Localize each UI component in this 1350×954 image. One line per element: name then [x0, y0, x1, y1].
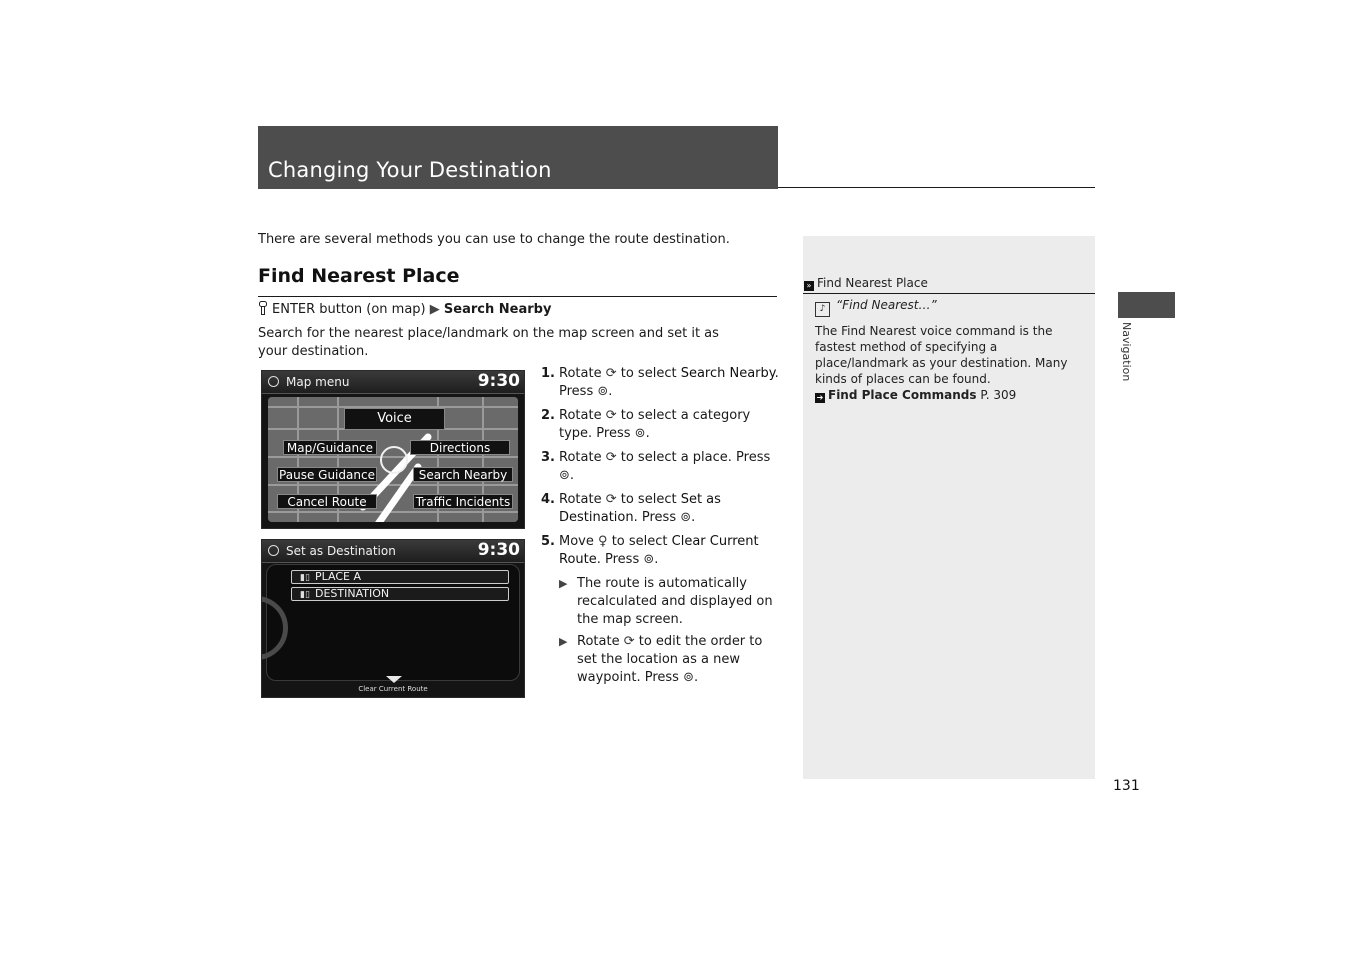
step-number: 5. — [541, 534, 555, 549]
directions-button[interactable]: Directions — [410, 440, 510, 455]
navigation-icon — [268, 376, 279, 387]
menu-path — [258, 301, 778, 319]
pause-guidance-button[interactable]: Pause Guidance — [277, 467, 377, 482]
step-2 — [541, 407, 781, 443]
rotate-knob-icon: ⟳ — [623, 634, 635, 649]
press-knob-icon: ⊚ — [680, 510, 692, 525]
traffic-incidents-button[interactable]: Traffic Incidents — [413, 494, 513, 509]
section-rule — [258, 296, 777, 297]
flag-icon: ▮▯ — [300, 590, 310, 600]
map-menu-screen — [261, 370, 525, 529]
voice-command — [815, 298, 937, 317]
step-text: Rotate — [559, 492, 602, 507]
substep-text: The route is automatically recalculated and displayed on the map screen. — [577, 576, 773, 627]
arrow-link-icon: ➔ — [816, 393, 824, 402]
sidebar-body — [815, 323, 1085, 403]
cancel-route-button[interactable]: Cancel Route — [277, 494, 377, 509]
enter-button-icon — [258, 301, 268, 315]
press-knob-icon: ⊚ — [634, 426, 646, 441]
step-text: to select a place. Press — [620, 450, 771, 465]
step-option: Search Nearby — [680, 366, 775, 381]
press-knob-icon: ⊚ — [643, 552, 655, 567]
section-heading: Find Nearest Place — [258, 265, 460, 287]
step-text: Move — [559, 534, 594, 549]
step-text: to select — [620, 492, 677, 507]
destination-row-label: DESTINATION — [315, 587, 390, 600]
step-4 — [541, 491, 781, 527]
page-number: 131 — [1113, 778, 1140, 794]
voice-command-icon: ♪ — [815, 302, 830, 317]
menu-path-prefix: ENTER button (on map) — [272, 302, 426, 317]
clock: 9:30 — [477, 540, 520, 560]
step-text: Rotate — [559, 408, 602, 423]
step-text: Rotate — [559, 366, 602, 381]
substep-2 — [541, 633, 781, 687]
press-knob-icon: ⊚ — [559, 468, 570, 483]
destination-row[interactable] — [291, 570, 509, 584]
sidebar-heading — [804, 276, 928, 291]
step-text: . — [569, 468, 575, 483]
double-arrow-icon: » — [804, 281, 814, 291]
sidebar-heading-text: Find Nearest Place — [817, 276, 928, 290]
set-destination-screen — [261, 539, 525, 698]
step-3 — [541, 449, 781, 485]
substep-1 — [541, 575, 781, 629]
step-text: . Press — [596, 552, 640, 567]
step-text: . — [608, 384, 613, 399]
link-page-ref: P. 309 — [980, 388, 1017, 402]
step-number: 1. — [541, 366, 555, 381]
step-text: . — [691, 510, 696, 525]
sidebar-rule — [803, 293, 1095, 294]
step-text: to select — [620, 366, 677, 381]
step-5 — [541, 533, 781, 569]
press-knob-icon: ⊚ — [597, 384, 609, 399]
find-place-commands-link[interactable]: Find Place Commands — [828, 388, 977, 402]
map-background — [268, 397, 518, 522]
page-title: Changing Your Destination — [268, 158, 552, 182]
navigation-icon — [268, 545, 279, 556]
set-destination-topbar — [262, 540, 524, 563]
rotate-knob-icon: ⟳ — [605, 408, 617, 423]
chevron-down-icon — [386, 676, 402, 683]
section-tab — [1118, 292, 1175, 318]
sidebar-note — [803, 236, 1095, 779]
step-option: Set as Destination — [559, 492, 721, 525]
map-menu-topbar — [262, 371, 524, 394]
step-1 — [541, 365, 781, 401]
destination-row[interactable] — [291, 587, 509, 601]
step-text: to select a category type. Press — [559, 408, 751, 441]
clock: 9:30 — [477, 371, 520, 391]
step-text: . Press — [633, 510, 677, 525]
intro-text: There are several methods you can use to change the route destination. — [258, 232, 730, 247]
step-option: Clear Current Route — [559, 534, 759, 567]
step-number: 2. — [541, 408, 555, 423]
set-destination-title: Set as Destination — [286, 544, 396, 558]
substep-text: . — [693, 670, 699, 685]
sidebar-body-text: The Find Nearest voice command is the fastest method of specifying a place/landmark as your destination. Many kinds of places can be found. — [815, 324, 1068, 386]
section-description: Search for the nearest place/landmark on the map screen and set it as your destination. — [258, 326, 719, 359]
destination-row-label: PLACE A — [315, 570, 361, 583]
search-nearby-button[interactable]: Search Nearby — [413, 467, 513, 482]
step-text: Rotate — [559, 450, 602, 465]
map-guidance-button[interactable]: Map/Guidance — [283, 440, 377, 455]
press-knob-icon: ⊚ — [683, 670, 694, 685]
step-number: 4. — [541, 492, 555, 507]
voice-button[interactable]: Voice — [344, 408, 445, 430]
rotate-knob-icon: ⟳ — [605, 492, 617, 507]
title-bar — [258, 126, 778, 189]
clear-current-route-label[interactable]: Clear Current Route — [358, 685, 428, 693]
step-text: . — [645, 426, 650, 441]
triangle-right-icon: ▶ — [559, 635, 568, 648]
triangle-right-icon: ▶ — [559, 577, 568, 590]
step-text: . — [654, 552, 659, 567]
step-text: . Press — [559, 366, 779, 399]
flag-icon: ▮▯ — [300, 573, 310, 583]
steps-list — [541, 365, 781, 691]
rotate-knob-icon: ⟳ — [605, 366, 617, 381]
menu-path-target: Search Nearby — [443, 302, 552, 317]
substep-text: to edit the order to set the location as a new waypoint. Press — [577, 634, 763, 685]
step-text: to select — [611, 534, 668, 549]
substep-text: Rotate — [577, 634, 620, 649]
move-knob-icon: ♀ — [598, 534, 608, 549]
title-rule — [778, 187, 1095, 188]
rotate-knob-icon: ⟳ — [605, 450, 617, 465]
section-tab-label: Navigation — [1120, 322, 1133, 382]
map-menu-title: Map menu — [286, 375, 350, 389]
step-number: 3. — [541, 450, 555, 465]
menu-path-arrow: ▶ — [429, 302, 440, 317]
voice-command-text: “Find Nearest…” — [836, 298, 937, 312]
